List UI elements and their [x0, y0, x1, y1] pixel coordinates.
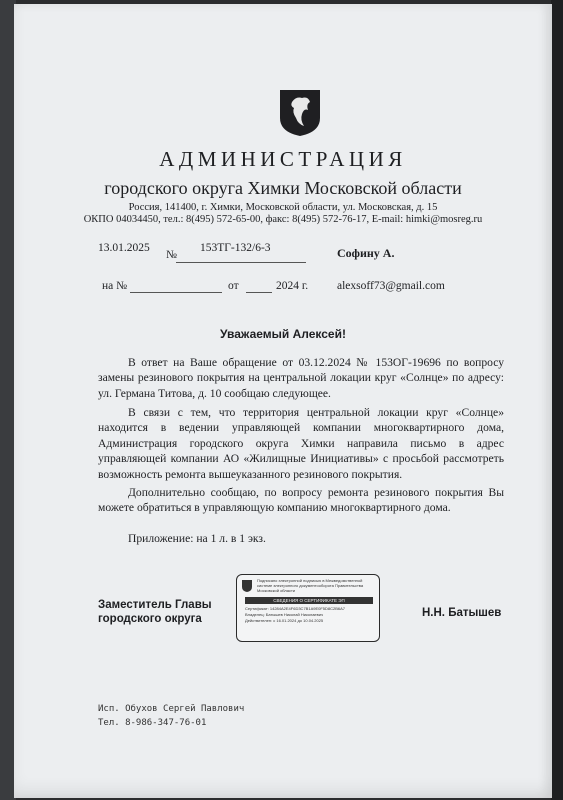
ref-label: на № [102, 280, 128, 292]
paragraph-1-text: В ответ на Ваше обращение от 03.12.2024 № 153ОГ-19696 по вопросу замены резинового покрытия на центральной локации круг «Солнце» по адресу: ул. Германа Титова, д. 10 сообщаю следующее. [98, 356, 504, 400]
org-subtitle: городского округа Химки Московской области [104, 178, 462, 198]
paragraph-3-text: Дополнительно сообщаю, по вопросу ремонта резинового покрытия Вы можете обратиться в управляющую компанию многоквартирного дома. [98, 486, 504, 515]
org-title: АДМИНИСТРАЦИЯ [159, 147, 407, 171]
coat-of-arms-icon [278, 88, 322, 138]
number-underline [176, 262, 306, 263]
signatory-title-line2: городского округа [98, 613, 202, 625]
crest-small-icon [241, 579, 253, 593]
number-sign: № [166, 249, 177, 261]
paragraph-3 [98, 485, 504, 516]
paragraph-2-text: В связи с тем, что территория центральной локации круг «Солнце» находится в ведении управляющей компании многоквартирного дома, Администрация городского округа Химки направила письмо в адрес управляющей компании АО «Жилищные Инициативы» с просьбой рассмотреть возможность ремонта вышеуказанного резинового покрытия. [98, 406, 504, 481]
stamp-owner: Владелец: Батышев Николай Николаевич [245, 612, 324, 617]
addressee-email: alexsoff73@gmail.com [337, 280, 445, 292]
org-address: Россия, 141400, г. Химки, Московской области, ул. Московская, д. 15 [128, 202, 438, 213]
signatory-title [98, 598, 212, 626]
signatory-name: Н.Н. Батышев [422, 607, 502, 619]
executor-phone: Тел. 8-986-347-76-01 [98, 718, 207, 728]
paragraph-2 [98, 405, 504, 482]
stamp-text: Подписано электронной подписью в Межведомственной системе электронного документооборота Правительства Московской области [257, 578, 364, 593]
ref-year: 2024 г. [276, 280, 309, 292]
greeting: Уважаемый Алексей! [220, 327, 346, 341]
letter-number: 153ТГ-132/6-3 [200, 242, 271, 254]
ref-from: от [228, 280, 239, 292]
letter-page [14, 4, 552, 798]
executor-name: Исп. Обухов Сергей Павлович [98, 704, 245, 714]
background-right [551, 0, 563, 800]
stamp-details [245, 606, 373, 624]
stamp-valid: Действителен: с 16.01.2024 до 10.04.2025 [245, 618, 324, 623]
paragraph-1 [98, 355, 504, 401]
letter-date: 13.01.2025 [98, 242, 150, 254]
ref-number-underline [130, 292, 222, 293]
attachment-note: Приложение: на 1 л. в 1 экз. [128, 532, 266, 545]
stamp-cert: Сертификат: 14284A2E4F6D3C7B1A9E0F5D8C2B6A7 [245, 606, 346, 611]
signatory-title-line1: Заместитель Главы [98, 599, 212, 611]
org-contacts: ОКПО 04034450, тел.: 8(495) 572-65-00, факс: 8(495) 572-76-17, E-mail: himki@mosreg.ru [83, 214, 483, 225]
addressee: Софину А. [337, 246, 395, 260]
ref-date-underline [246, 292, 272, 293]
stamp-bar: СВЕДЕНИЯ О СЕРТИФИКАТЕ ЭП [245, 597, 373, 604]
e-signature-stamp [236, 574, 380, 642]
